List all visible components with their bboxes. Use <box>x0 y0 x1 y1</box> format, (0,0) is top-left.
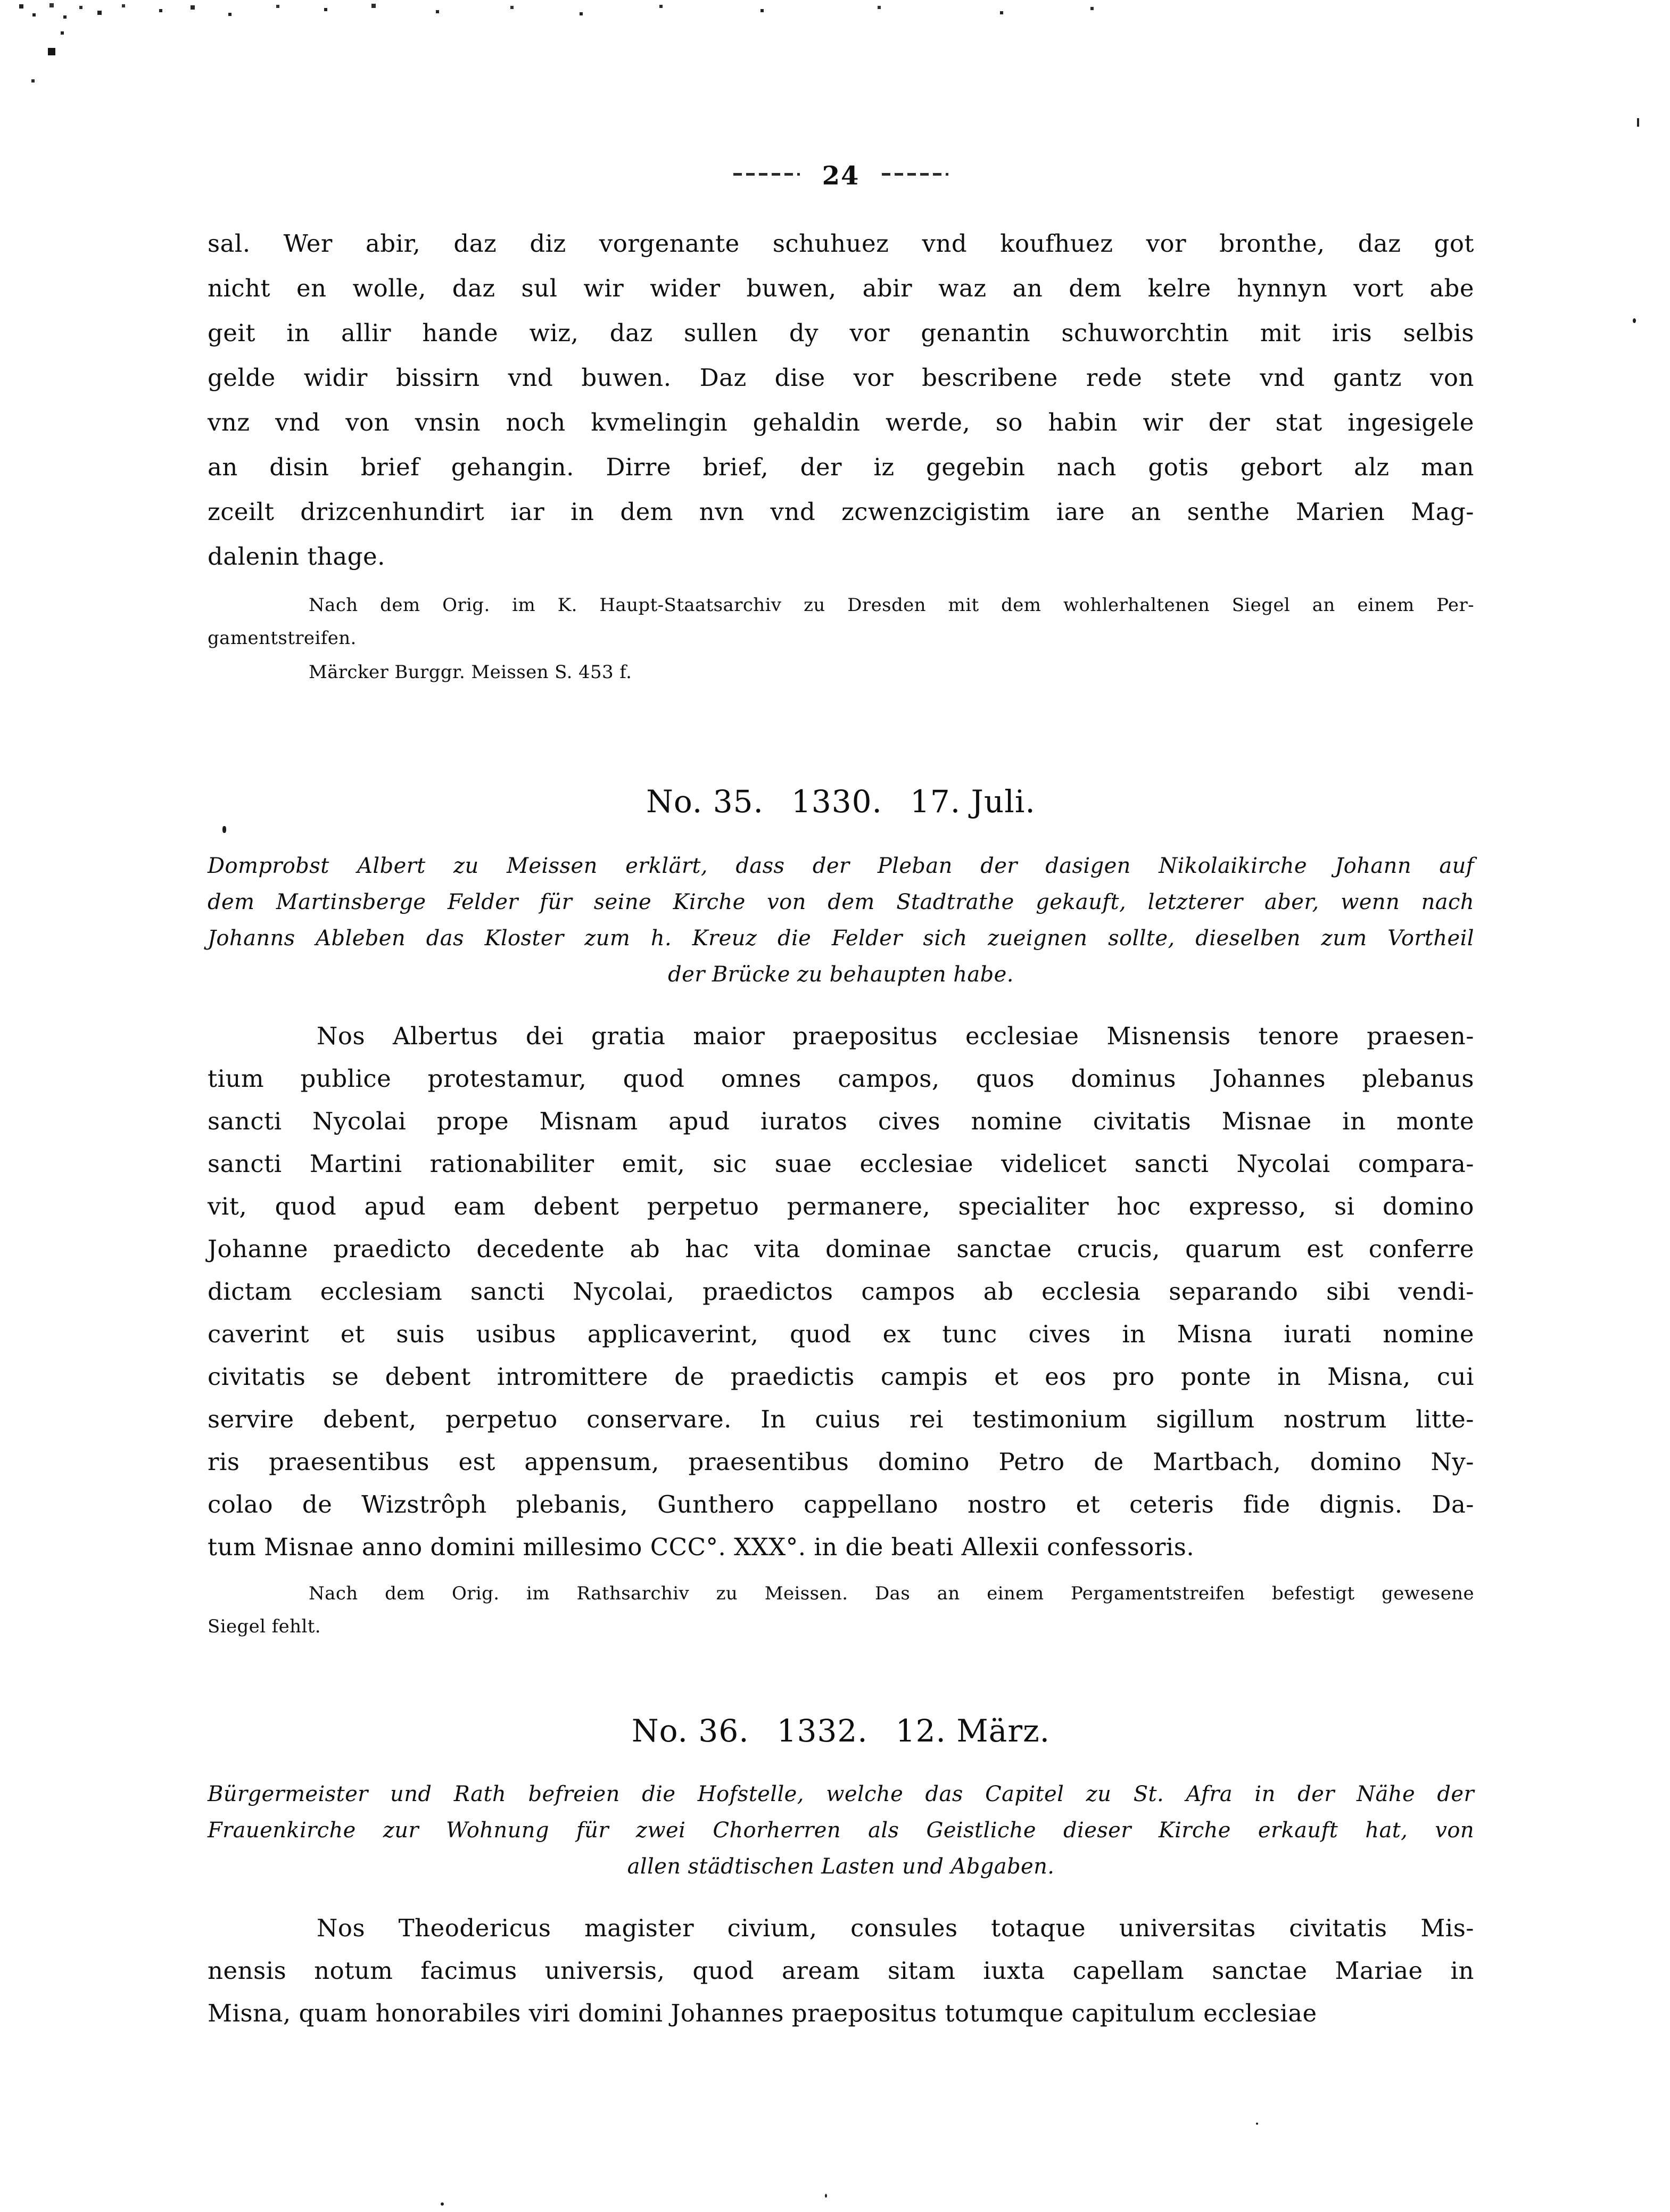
page-number: 24 <box>822 161 860 191</box>
summary-line: Bürgermeister und Rath befreien die Hofstelle, welche das Capitel zu St. Afra in der Nähe der <box>208 1781 1474 1806</box>
body-line: nicht en wolle, daz sul wir wider buwen, abir waz an dem kelre hynnyn vort abe <box>208 274 1474 302</box>
body-line: caverint et suis usibus applicaverint, quod ex tunc cives in Misna iurati nomine <box>208 1319 1474 1348</box>
scan-noise-speckle <box>0 0 2 2</box>
entry-year: 1332. <box>776 1712 868 1749</box>
entry36-summary <box>208 1776 1474 1885</box>
ink-speck <box>1256 2123 1258 2125</box>
edge-mark <box>1637 118 1639 127</box>
body-line: tum Misnae anno domini millesimo CCC°. XXX°. in die beati Allexii confessoris. <box>208 1532 1195 1561</box>
entry36-heading <box>208 1711 1474 1751</box>
body-line: vit, quod apud eam debent perpetuo permanere, specialiter hoc expresso, si domino <box>208 1192 1474 1220</box>
body-line: vnz vnd von vnsin noch kvmelingin gehaldin werde, so habin wir der stat ingesigele <box>208 408 1474 436</box>
note-line: Nach dem Orig. im K. Haupt-Staatsarchiv zu Dresden mit dem wohlerhaltenen Siegel an einem Per- <box>309 594 1474 616</box>
entry-year: 1330. <box>791 783 882 820</box>
summary-line: der Brücke zu behaupten habe. <box>668 962 1014 987</box>
body-line: servire debent, perpetuo conservare. In cuius rei testimonium sigillum nostrum litte- <box>208 1405 1474 1433</box>
entry-number: No. 35. <box>646 783 764 820</box>
header-rule-right <box>882 173 948 176</box>
body-line: Nos Albertus dei gratia maior praepositus ecclesiae Misnensis tenore praesen- <box>317 1021 1474 1050</box>
body-line: ris praesentibus est appensum, praesentibus domino Petro de Martbach, domino Ny- <box>208 1447 1474 1476</box>
body-line: gelde widir bissirn vnd buwen. Daz dise vor bescribene rede stete vnd gantz von <box>208 363 1474 392</box>
text-block <box>208 157 1474 2035</box>
body-line: sancti Martini rationabiliter emit, sic suae ecclesiae videlicet sancti Nycolai compara- <box>208 1149 1474 1178</box>
ink-speck <box>222 826 226 833</box>
entry34-continuation-paragraph <box>208 221 1474 579</box>
entry35-body-paragraph <box>208 1015 1474 1569</box>
body-line: sancti Nycolai prope Misnam apud iuratos cives nomine civitatis Misnae in monte <box>208 1107 1474 1135</box>
summary-line: Frauenkirche zur Wohnung für zwei Chorherren als Geistliche dieser Kirche erkauft hat, von <box>208 1818 1474 1843</box>
body-line: colao de Wizstrôph plebanis, Gunthero cappellano nostro et ceteris fide dignis. Da- <box>208 1490 1474 1518</box>
ink-speck <box>825 2194 827 2198</box>
summary-line: Domprobst Albert zu Meissen erklärt, dass der Pleban der dasigen Nikolaikirche Johann auf <box>208 853 1474 878</box>
entry34-source-note <box>208 589 1474 655</box>
entry36-body-paragraph <box>208 1907 1474 2035</box>
body-line: nensis notum facimus universis, quod aream sitam iuxta capellam sanctae Mariae in <box>208 1956 1474 1985</box>
note-line: Nach dem Orig. im Rathsarchiv zu Meissen. Das an einem Pergamentstreifen befestigt gewesene <box>309 1582 1474 1604</box>
body-line: tium publice protestamur, quod omnes campos, quos dominus Johannes plebanus <box>208 1064 1474 1093</box>
summary-line: dem Martinsberge Felder für seine Kirche von dem Stadtrathe gekauft, letzterer aber, wenn nach <box>208 889 1474 914</box>
entry34-reference: Märcker Burggr. Meissen S. 453 f. <box>309 661 632 683</box>
entry-number: No. 36. <box>631 1712 749 1749</box>
summary-line: allen städtischen Lasten und Abgaben. <box>627 1854 1055 1879</box>
body-line: Johanne praedicto decedente ab hac vita dominae sanctae crucis, quarum est conferre <box>208 1234 1474 1263</box>
entry35-source-note <box>208 1577 1474 1643</box>
ink-speck <box>441 2202 444 2206</box>
summary-line: Johanns Ableben das Kloster zum h. Kreuz die Felder sich zueignen sollte, dieselben zum Vortheil <box>208 926 1474 951</box>
note-line: Siegel fehlt. <box>208 1615 321 1637</box>
entry-date: 12. März. <box>895 1712 1051 1749</box>
body-line: civitatis se debent intromittere de praedictis campis et eos pro ponte in Misna, cui <box>208 1362 1474 1391</box>
entry35-summary <box>208 848 1474 993</box>
body-line: an disin brief gehangin. Dirre brief, der iz gegebin nach gotis gebort alz man <box>208 452 1474 481</box>
header-rule-left <box>733 173 800 176</box>
body-line: Misna, quam honorabiles viri domini Johannes praepositus totumque capitulum ecclesiae <box>208 1999 1317 2027</box>
body-line: sal. Wer abir, daz diz vorgenante schuhuez vnd koufhuez vor bronthe, daz got <box>208 229 1474 258</box>
note-line: gamentstreifen. <box>208 627 357 649</box>
body-line: zceilt drizcenhundirt iar in dem nvn vnd zcwenzcigistim iare an senthe Marien Mag- <box>208 497 1474 526</box>
entry35-heading <box>208 782 1474 821</box>
body-line: dictam ecclesiam sancti Nycolai, praedictos campos ab ecclesia separando sibi vendi- <box>208 1277 1474 1306</box>
page-header <box>208 157 1474 195</box>
body-line: dalenin thage. <box>208 542 385 571</box>
edge-mark <box>1633 318 1636 323</box>
entry-date: 17. Juli. <box>910 783 1036 820</box>
body-line: Nos Theodericus magister civium, consules totaque universitas civitatis Mis- <box>317 1913 1474 1942</box>
body-line: geit in allir hande wiz, daz sullen dy vor genantin schuworchtin mit iris selbis <box>208 318 1474 347</box>
